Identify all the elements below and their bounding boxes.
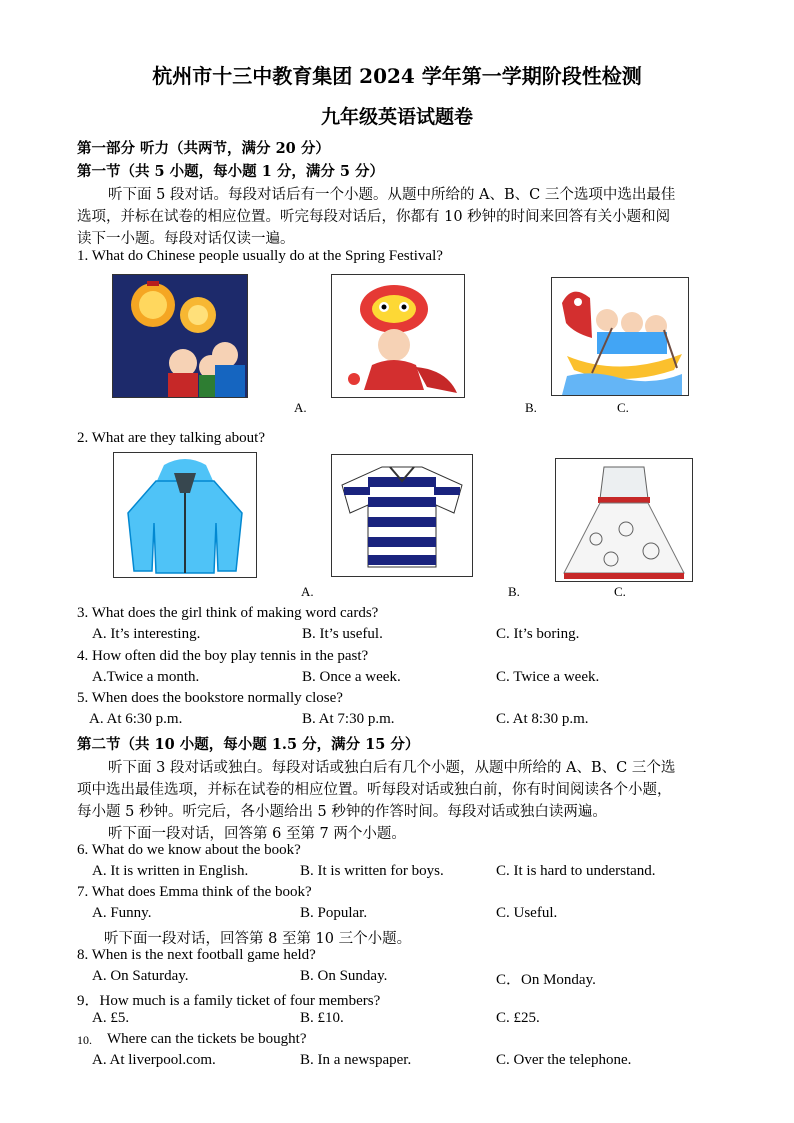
lion-dance-icon[interactable] — [331, 274, 465, 398]
section1-heading: 第一节（共 5 小题，每小题 1 分，满分 5 分） — [77, 163, 385, 180]
section2-instruction-2: 项中选出最佳选项，并标在试卷的相应位置。听每段对话或独白前，你有时间阅读各个小题， — [77, 782, 672, 798]
question-3-stem: 3. What does the girl think of making word cards? — [77, 605, 379, 621]
section2-note-1: 听下面一段对话，回答第 6 至第 7 两个小题。 — [108, 826, 406, 842]
question-2-stem: 2. What are they talking about? — [77, 430, 265, 446]
q5-option-a[interactable]: A. At 6:30 p.m. — [89, 711, 183, 727]
q5-option-c[interactable]: C. At 8:30 p.m. — [496, 711, 589, 727]
question-5-stem: 5. When does the bookstore normally close? — [77, 690, 343, 706]
q5-option-b[interactable]: B. At 7:30 p.m. — [302, 711, 395, 727]
question-9-stem: 9．How much is a family ticket of four members? — [77, 993, 381, 1009]
q1-label-a: A. — [294, 400, 307, 415]
q3-option-c[interactable]: C. It’s boring. — [496, 626, 580, 642]
section2-note-2: 听下面一段对话，回答第 8 至第 10 三个小题。 — [104, 931, 412, 947]
q1-label-c: C. — [617, 400, 629, 415]
question-7-stem: 7. What does Emma think of the book? — [77, 884, 312, 900]
jacket-icon[interactable] — [113, 452, 257, 578]
q7-option-b[interactable]: B. Popular. — [300, 905, 368, 921]
q10-option-c[interactable]: C. Over the telephone. — [496, 1052, 632, 1068]
dragon-boat-icon[interactable] — [551, 277, 689, 396]
section2-instruction-1: 听下面 3 段对话或独白。每段对话或独白后有几个小题，从题中所给的 A、B、C 三个选 — [108, 760, 676, 776]
q4-option-b[interactable]: B. Once a week. — [302, 669, 401, 685]
q1-label-b: B. — [525, 400, 537, 415]
question-4-stem: 4. How often did the boy play tennis in the past? — [77, 648, 369, 664]
q4-option-a[interactable]: A.Twice a month. — [92, 669, 200, 685]
q2-label-c: C. — [614, 584, 626, 599]
q8-option-a[interactable]: A. On Saturday. — [92, 968, 189, 984]
question-1-stem: 1. What do Chinese people usually do at the Spring Festival? — [77, 248, 443, 264]
q9-option-a[interactable]: A. £5. — [92, 1010, 130, 1026]
q4-option-c[interactable]: C. Twice a week. — [496, 669, 600, 685]
q10-option-b[interactable]: B. In a newspaper. — [300, 1052, 412, 1068]
q7-option-a[interactable]: A. Funny. — [92, 905, 152, 921]
page-title: 杭州市十三中教育集团 2024 学年第一学期阶段性检测 — [152, 64, 642, 88]
section1-instruction-3: 读下一小题。每段对话仅读一遍。 — [77, 231, 295, 247]
q9-option-b[interactable]: B. £10. — [300, 1010, 344, 1026]
q3-option-b[interactable]: B. It’s useful. — [302, 626, 383, 642]
striped-shirt-icon[interactable] — [331, 454, 473, 577]
page-subtitle: 九年级英语试题卷 — [320, 106, 473, 128]
q8-option-c[interactable]: C．On Monday. — [496, 972, 596, 988]
section1-instruction-1: 听下面 5 段对话。每段对话后有一个小题。从题中所给的 A、B、C 三个选项中选出最佳 — [108, 187, 676, 203]
lantern-family-icon[interactable] — [112, 274, 248, 398]
q3-option-a[interactable]: A. It’s interesting. — [92, 626, 201, 642]
q10-option-a[interactable]: A. At liverpool.com. — [92, 1052, 216, 1068]
question-10-stem: Where can the tickets be bought? — [107, 1031, 307, 1047]
q8-option-b[interactable]: B. On Sunday. — [300, 968, 388, 984]
q6-option-b[interactable]: B. It is written for boys. — [300, 863, 444, 879]
q7-option-c[interactable]: C. Useful. — [496, 905, 558, 921]
question-6-stem: 6. What do we know about the book? — [77, 842, 301, 858]
section2-heading: 第二节（共 10 小题，每小题 1.5 分，满分 15 分） — [77, 736, 420, 753]
q2-label-b: B. — [508, 584, 520, 599]
q2-label-a: A. — [301, 584, 314, 599]
question-10-number: 10. — [77, 1033, 92, 1047]
question-8-stem: 8. When is the next football game held? — [77, 947, 316, 963]
dress-icon[interactable] — [555, 458, 693, 582]
q6-option-a[interactable]: A. It is written in English. — [92, 863, 249, 879]
part1-heading: 第一部分 听力（共两节，满分 20 分） — [77, 140, 330, 157]
q9-option-c[interactable]: C. £25. — [496, 1010, 540, 1026]
q6-option-c[interactable]: C. It is hard to understand. — [496, 863, 656, 879]
section2-instruction-3: 每小题 5 秒钟。听完后，各小题给出 5 秒钟的作答时间。每段对话或独白读两遍。 — [77, 804, 607, 820]
section1-instruction-2: 选项，并标在试卷的相应位置。听完每段对话后，你都有 10 秒钟的时间来回答有关小题和阅 — [77, 209, 671, 225]
